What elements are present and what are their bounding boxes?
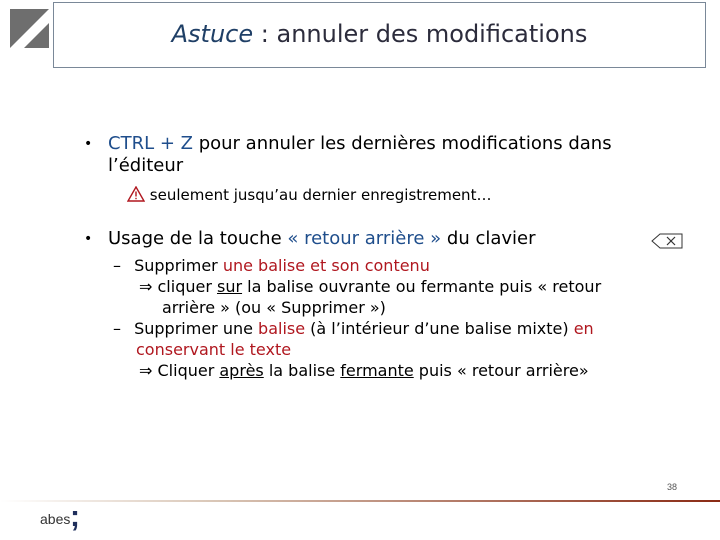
warning-text: seulement jusqu’au dernier enregistrement…: [149, 186, 492, 204]
sub2-a: Supprimer une: [134, 319, 259, 338]
title-rest: : annuler des modifications: [253, 20, 588, 48]
abes-logo-text: abes: [40, 511, 71, 527]
sub2-f: Cliquer: [157, 361, 220, 380]
sub-item-1: [113, 255, 430, 276]
sub2-j: puis « retour arrière»: [413, 361, 589, 380]
corner-logo-icon: [10, 9, 49, 48]
sub2-b: balise: [258, 319, 306, 338]
sub-item-2: [113, 318, 594, 339]
sub2-i: fermante: [340, 361, 414, 380]
sub2-c: (à l’intérieur d’une balise mixte): [305, 319, 574, 338]
bullet-dot: •: [84, 231, 93, 247]
sub1-a: Supprimer: [134, 256, 223, 275]
sub1-f: arrière » (ou « Supprimer »): [162, 298, 386, 317]
bullet-ctrl-z: [84, 133, 684, 177]
sub2-h: la balise: [263, 361, 341, 380]
arrow-icon: ⇒: [139, 277, 153, 296]
warning-icon: [127, 186, 145, 202]
sub-item-1-detail-line2: [162, 297, 386, 318]
sub2-e: conservant le texte: [136, 340, 292, 359]
title-italic: Astuce: [171, 20, 254, 48]
dash: –: [113, 256, 121, 275]
sub-item-2-line2: [136, 339, 291, 360]
footer-divider: [0, 500, 720, 502]
bullet-backspace: [84, 228, 694, 250]
bullet-dot: •: [84, 136, 93, 152]
bullet2-key: « retour arrière »: [287, 228, 442, 249]
sub1-d: sur: [217, 277, 243, 296]
ctrl-z-label: CTRL + Z: [108, 133, 193, 154]
abes-logo-mark: [70, 500, 80, 534]
backspace-key-icon: [651, 229, 685, 253]
bullet2-text-end: du clavier: [441, 228, 536, 249]
sub1-c: cliquer: [157, 277, 217, 296]
logo-semicolon: ;: [70, 500, 80, 533]
sub-item-2-detail: [139, 360, 589, 381]
page-number: 38: [667, 482, 678, 492]
sub2-g: après: [219, 361, 264, 380]
warning-note: [127, 185, 491, 205]
sub-item-1-detail: [139, 276, 601, 297]
sub1-e: la balise ouvrante ou fermante puis « retour: [242, 277, 602, 296]
bullet1-text-line2: l’éditeur: [108, 155, 184, 176]
sub2-d: en: [573, 319, 594, 338]
arrow-icon: ⇒: [139, 361, 153, 380]
sub1-b: une balise et son contenu: [222, 256, 430, 275]
bullet1-text: pour annuler les dernières modifications dans: [192, 133, 612, 154]
dash: –: [113, 319, 121, 338]
slide-title: [53, 2, 706, 68]
bullet2-text: Usage de la touche: [108, 228, 288, 249]
